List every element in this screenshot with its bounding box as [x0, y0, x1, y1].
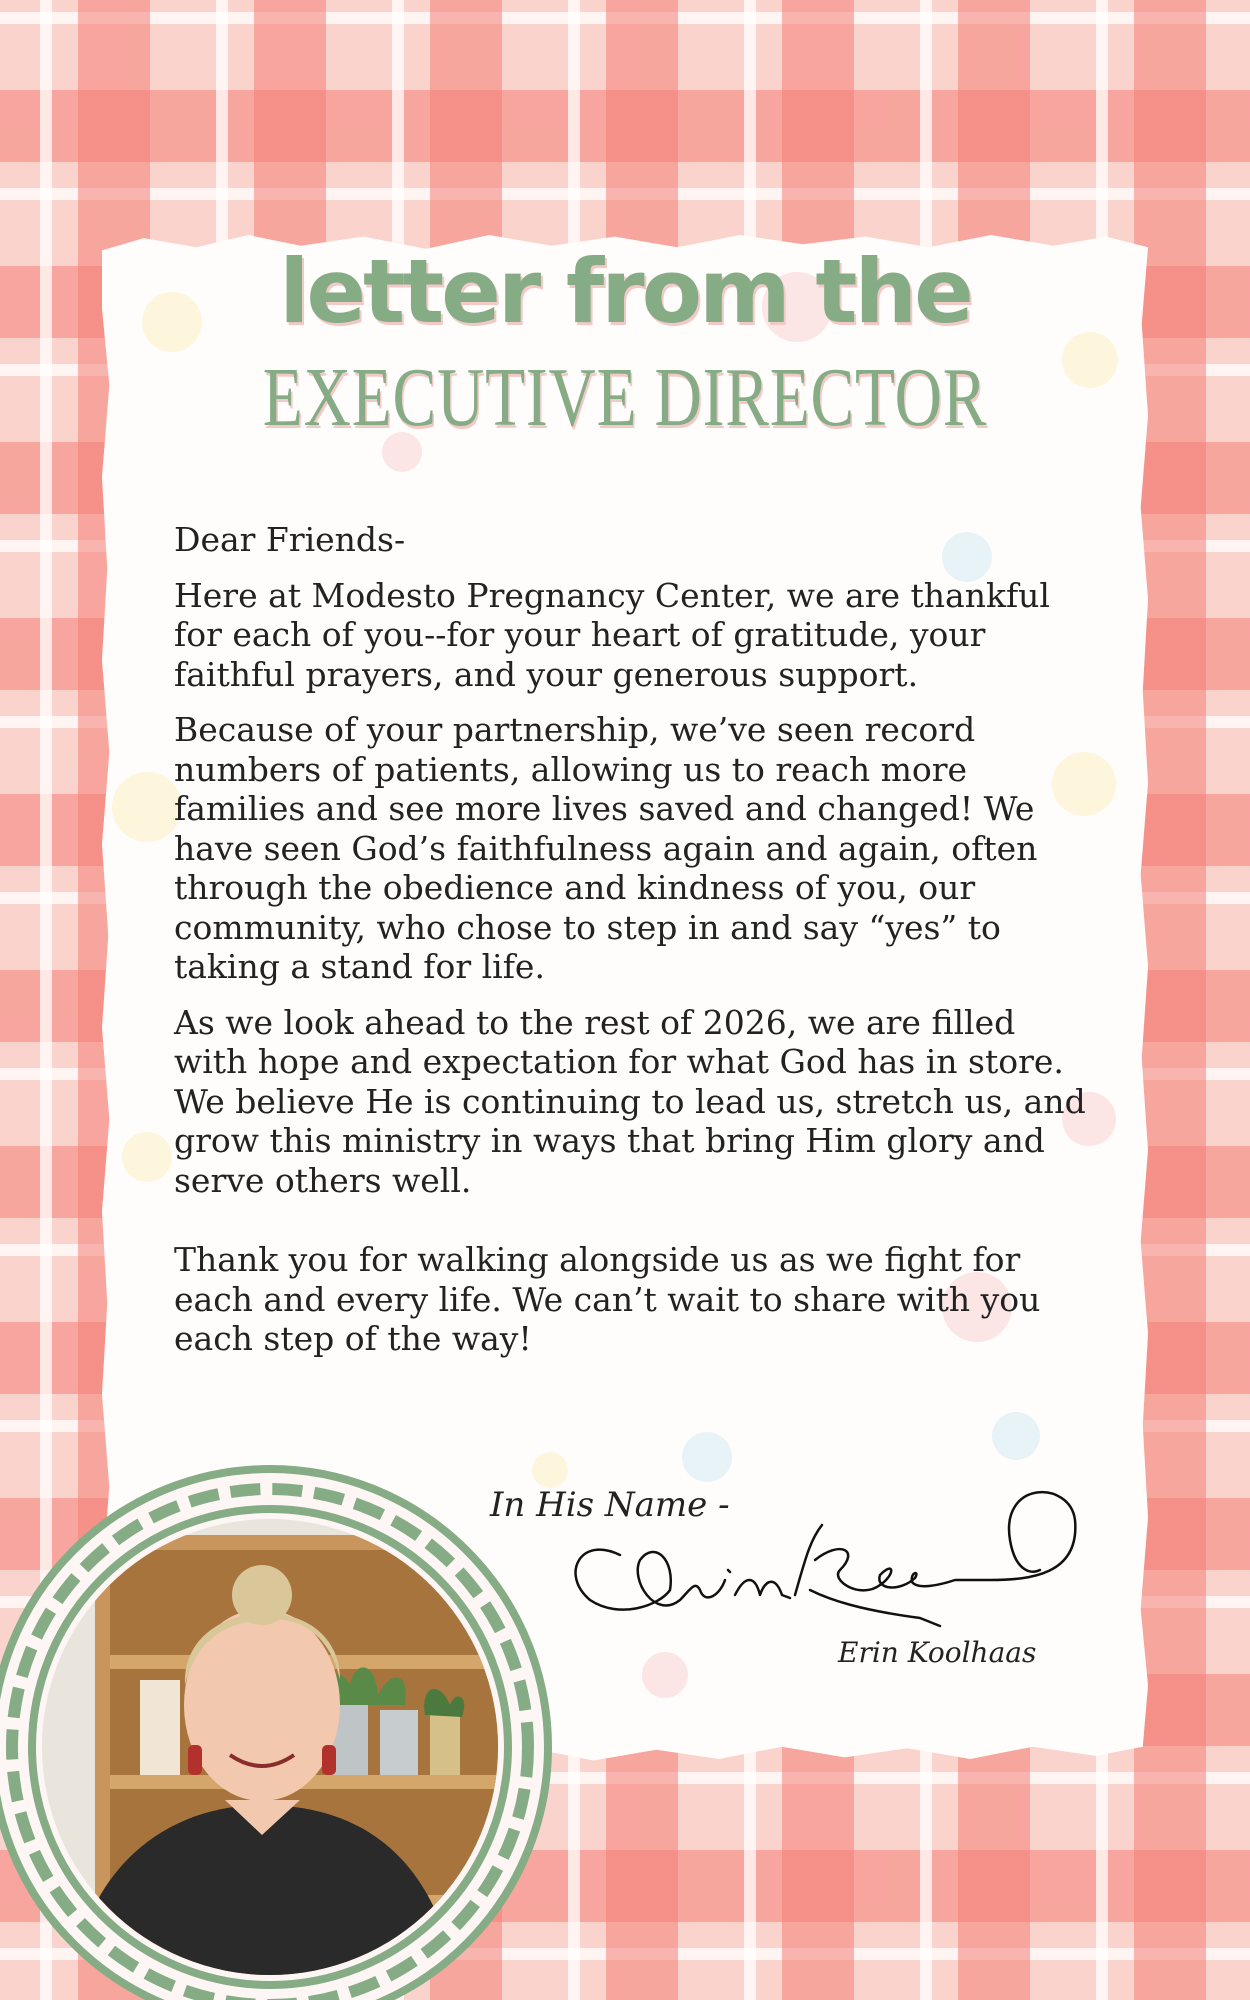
heading-line-1: letter from the: [279, 240, 971, 343]
paragraph-1: Here at Modesto Pregnancy Center, we are thankful for each of you--for your heart of gratitude, your faithful prayers, and your generous support.: [174, 575, 1050, 694]
letter-body: [174, 520, 1094, 1375]
confetti-dot: [682, 1432, 732, 1482]
paragraph-4: Thank you for walking alongside us as we fight for each and every life. We can’t wait to share with you each step of the way!: [174, 1240, 1041, 1358]
salutation: Dear Friends-: [174, 520, 406, 559]
paragraph-2: Because of your partnership, we’ve seen record numbers of patients, allowing us to reach more families and see more lives saved and changed! We have seen God’s faithfulness again and again, often through the obedience and kindness of you, our community, who chose to step in and say “yes” to taking a stand for life.: [174, 710, 1038, 986]
confetti-dot: [122, 1132, 172, 1182]
confetti-dot: [992, 1412, 1040, 1460]
paragraph-3: As we look ahead to the rest of 2026, we are filled with hope and expectation for what God has in store. We believe He is continuing to lead us, stretch us, and grow this ministry in ways that bring Him glory and serve others well.: [174, 1002, 1086, 1200]
signer-name: Erin Koolhaas: [838, 1636, 1037, 1669]
confetti-dot: [112, 772, 182, 842]
portrait-photo: [0, 1455, 560, 2000]
heading-line-2: EXECUTIVE DIRECTOR: [262, 351, 988, 444]
sign-off: In His Name -: [490, 1485, 730, 1525]
